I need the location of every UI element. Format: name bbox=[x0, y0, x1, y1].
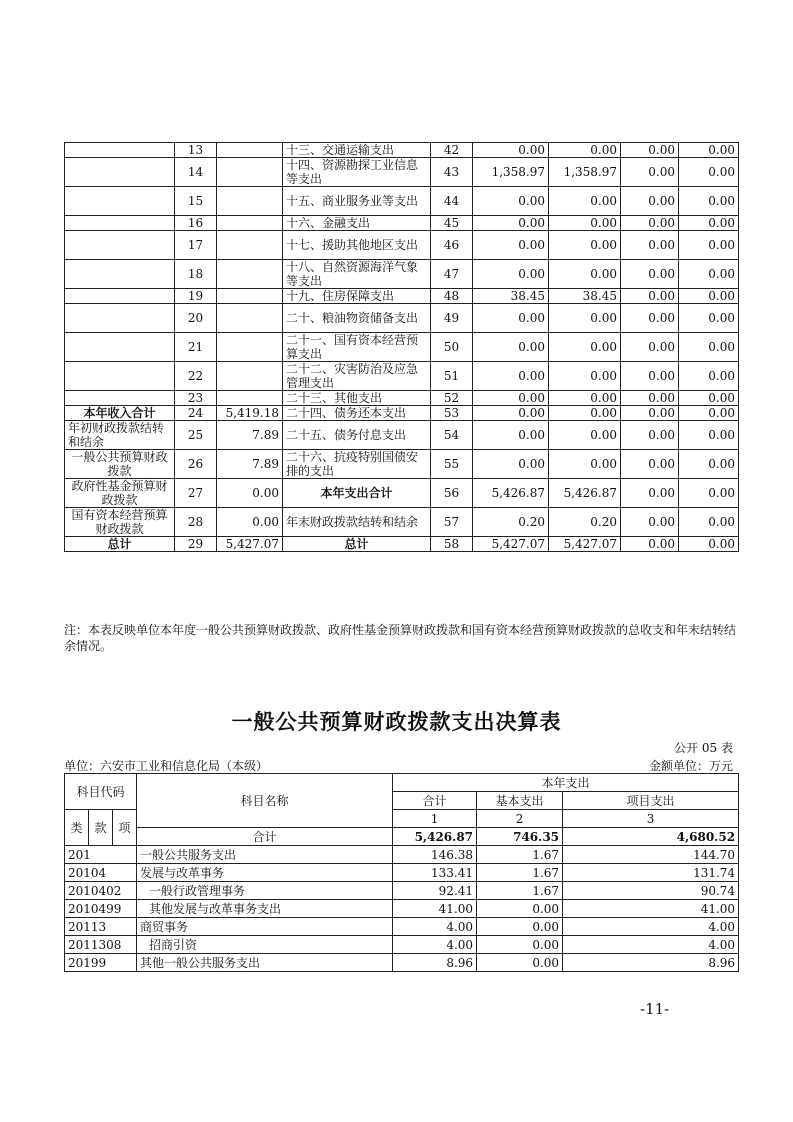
capital-budget: 0.00 bbox=[679, 260, 739, 289]
row-basic: 1.67 bbox=[477, 882, 563, 900]
header-name: 科目名称 bbox=[137, 774, 393, 828]
header-total: 合计 bbox=[393, 792, 477, 810]
revenue-amount: 5,419.18 bbox=[217, 406, 283, 421]
revenue-amount bbox=[217, 216, 283, 231]
expenditure-line-no: 45 bbox=[431, 216, 473, 231]
column-number: 1 bbox=[393, 810, 477, 828]
page-number: -11- bbox=[640, 1000, 670, 1018]
revenue-line-no: 28 bbox=[175, 508, 217, 537]
expenditure-total: 0.20 bbox=[473, 508, 549, 537]
unit-label: 单位：六安市工业和信息化局（本级） bbox=[64, 759, 269, 773]
table-row bbox=[65, 187, 739, 216]
expenditure-total: 0.00 bbox=[473, 421, 549, 450]
revenue-amount bbox=[217, 158, 283, 187]
revenue-item bbox=[65, 158, 175, 187]
row-basic: 0.00 bbox=[477, 918, 563, 936]
amount-unit-label: 金额单位：万元 bbox=[648, 759, 733, 773]
expenditure-line-no: 51 bbox=[431, 362, 473, 391]
expenditure-item: 十九、住房保障支出 bbox=[283, 289, 431, 304]
row-project: 41.00 bbox=[563, 900, 739, 918]
subject-name: 其他发展与改革事务支出 bbox=[137, 900, 393, 918]
revenue-item bbox=[65, 362, 175, 391]
fund-budget: 0.00 bbox=[621, 333, 679, 362]
table-row bbox=[65, 260, 739, 289]
table-row bbox=[65, 421, 739, 450]
table-row bbox=[65, 900, 739, 918]
subject-code: 20113 bbox=[65, 918, 137, 936]
fund-budget: 0.00 bbox=[621, 187, 679, 216]
subject-name: 其他一般公共服务支出 bbox=[137, 954, 393, 972]
capital-budget: 0.00 bbox=[679, 187, 739, 216]
capital-budget: 0.00 bbox=[679, 231, 739, 260]
general-budget: 38.45 bbox=[549, 289, 621, 304]
capital-budget: 0.00 bbox=[679, 289, 739, 304]
sum-basic: 746.35 bbox=[477, 828, 563, 846]
general-budget: 0.00 bbox=[549, 216, 621, 231]
revenue-line-no: 15 bbox=[175, 187, 217, 216]
fund-budget: 0.00 bbox=[621, 260, 679, 289]
revenue-line-no: 13 bbox=[175, 143, 217, 158]
expenditure-line-no: 43 bbox=[431, 158, 473, 187]
capital-budget: 0.00 bbox=[679, 537, 739, 552]
general-budget-expenditure-table bbox=[64, 773, 739, 972]
row-total: 4.00 bbox=[393, 918, 477, 936]
table-row bbox=[65, 846, 739, 864]
general-budget: 0.00 bbox=[549, 421, 621, 450]
expenditure-line-no: 50 bbox=[431, 333, 473, 362]
fund-budget: 0.00 bbox=[621, 158, 679, 187]
subject-name: 一般行政管理事务 bbox=[137, 882, 393, 900]
fund-budget: 0.00 bbox=[621, 143, 679, 158]
revenue-amount: 0.00 bbox=[217, 508, 283, 537]
subject-code: 2010499 bbox=[65, 900, 137, 918]
expenditure-line-no: 57 bbox=[431, 508, 473, 537]
capital-budget: 0.00 bbox=[679, 143, 739, 158]
row-total: 4.00 bbox=[393, 936, 477, 954]
table-row bbox=[65, 936, 739, 954]
revenue-amount bbox=[217, 304, 283, 333]
fund-budget: 0.00 bbox=[621, 450, 679, 479]
sum-label: 合计 bbox=[137, 828, 393, 846]
revenue-item: 年初财政拨款结转和结余 bbox=[65, 421, 175, 450]
table-row bbox=[65, 391, 739, 406]
revenue-amount: 7.89 bbox=[217, 421, 283, 450]
fund-budget: 0.00 bbox=[621, 406, 679, 421]
capital-budget: 0.00 bbox=[679, 479, 739, 508]
revenue-line-no: 18 bbox=[175, 260, 217, 289]
revenue-line-no: 29 bbox=[175, 537, 217, 552]
expenditure-line-no: 58 bbox=[431, 537, 473, 552]
revenue-amount: 5,427.07 bbox=[217, 537, 283, 552]
revenue-item: 政府性基金预算财政拨款 bbox=[65, 479, 175, 508]
expenditure-item: 十三、交通运输支出 bbox=[283, 143, 431, 158]
capital-budget: 0.00 bbox=[679, 216, 739, 231]
expenditure-total: 0.00 bbox=[473, 362, 549, 391]
revenue-line-no: 16 bbox=[175, 216, 217, 231]
general-budget: 1,358.97 bbox=[549, 158, 621, 187]
fiscal-summary-table bbox=[64, 142, 739, 552]
sum-total: 5,426.87 bbox=[393, 828, 477, 846]
capital-budget: 0.00 bbox=[679, 450, 739, 479]
row-basic: 1.67 bbox=[477, 864, 563, 882]
expenditure-item: 总计 bbox=[283, 537, 431, 552]
fund-budget: 0.00 bbox=[621, 289, 679, 304]
expenditure-total: 5,427.07 bbox=[473, 537, 549, 552]
expenditure-item: 二十二、灾害防治及应急管理支出 bbox=[283, 362, 431, 391]
expenditure-item: 二十一、国有资本经营预算支出 bbox=[283, 333, 431, 362]
table-row bbox=[65, 406, 739, 421]
table-row bbox=[65, 333, 739, 362]
sum-row bbox=[65, 828, 739, 846]
subject-name: 商贸事务 bbox=[137, 918, 393, 936]
row-project: 131.74 bbox=[563, 864, 739, 882]
expenditure-line-no: 42 bbox=[431, 143, 473, 158]
general-budget: 0.00 bbox=[549, 333, 621, 362]
subject-code: 201 bbox=[65, 846, 137, 864]
capital-budget: 0.00 bbox=[679, 421, 739, 450]
revenue-item bbox=[65, 304, 175, 333]
fund-budget: 0.00 bbox=[621, 479, 679, 508]
capital-budget: 0.00 bbox=[679, 304, 739, 333]
revenue-line-no: 27 bbox=[175, 479, 217, 508]
expenditure-line-no: 49 bbox=[431, 304, 473, 333]
expenditure-total: 0.00 bbox=[473, 333, 549, 362]
revenue-item: 国有资本经营预算财政拨款 bbox=[65, 508, 175, 537]
revenue-amount: 0.00 bbox=[217, 479, 283, 508]
revenue-amount: 7.89 bbox=[217, 450, 283, 479]
page-title: 一般公共预算财政拨款支出决算表 bbox=[231, 710, 562, 734]
expenditure-line-no: 48 bbox=[431, 289, 473, 304]
revenue-line-no: 17 bbox=[175, 231, 217, 260]
fund-budget: 0.00 bbox=[621, 421, 679, 450]
sum-project: 4,680.52 bbox=[563, 828, 739, 846]
expenditure-total: 5,426.87 bbox=[473, 479, 549, 508]
table-row bbox=[65, 362, 739, 391]
revenue-item bbox=[65, 289, 175, 304]
expenditure-total: 0.00 bbox=[473, 260, 549, 289]
expenditure-total: 38.45 bbox=[473, 289, 549, 304]
capital-budget: 0.00 bbox=[679, 362, 739, 391]
expenditure-item: 十六、金融支出 bbox=[283, 216, 431, 231]
expenditure-item: 二十、粮油物资储备支出 bbox=[283, 304, 431, 333]
expenditure-line-no: 55 bbox=[431, 450, 473, 479]
revenue-item bbox=[65, 333, 175, 362]
table-row bbox=[65, 508, 739, 537]
subject-name: 一般公共服务支出 bbox=[137, 846, 393, 864]
table-row bbox=[65, 918, 739, 936]
revenue-amount bbox=[217, 289, 283, 304]
revenue-item: 总计 bbox=[65, 537, 175, 552]
subject-code: 20199 bbox=[65, 954, 137, 972]
expenditure-line-no: 52 bbox=[431, 391, 473, 406]
capital-budget: 0.00 bbox=[679, 406, 739, 421]
table-row bbox=[65, 143, 739, 158]
revenue-line-no: 14 bbox=[175, 158, 217, 187]
header-row bbox=[65, 774, 739, 792]
general-budget: 5,427.07 bbox=[549, 537, 621, 552]
table-row bbox=[65, 882, 739, 900]
header-project: 项目支出 bbox=[563, 792, 739, 810]
general-budget: 0.00 bbox=[549, 231, 621, 260]
row-project: 144.70 bbox=[563, 846, 739, 864]
expenditure-item: 二十三、其他支出 bbox=[283, 391, 431, 406]
row-total: 41.00 bbox=[393, 900, 477, 918]
revenue-amount bbox=[217, 143, 283, 158]
expenditure-total: 0.00 bbox=[473, 304, 549, 333]
revenue-line-no: 24 bbox=[175, 406, 217, 421]
revenue-line-no: 25 bbox=[175, 421, 217, 450]
revenue-amount bbox=[217, 391, 283, 406]
row-basic: 1.67 bbox=[477, 846, 563, 864]
capital-budget: 0.00 bbox=[679, 391, 739, 406]
general-budget: 0.00 bbox=[549, 450, 621, 479]
revenue-amount bbox=[217, 187, 283, 216]
expenditure-total: 0.00 bbox=[473, 187, 549, 216]
expenditure-item: 本年支出合计 bbox=[283, 479, 431, 508]
header-current-year: 本年支出 bbox=[393, 774, 739, 792]
expenditure-line-no: 46 bbox=[431, 231, 473, 260]
subject-code: 2011308 bbox=[65, 936, 137, 954]
fund-budget: 0.00 bbox=[621, 508, 679, 537]
revenue-item bbox=[65, 391, 175, 406]
header-kuan: 款 bbox=[89, 810, 113, 846]
subject-code: 20104 bbox=[65, 864, 137, 882]
row-project: 4.00 bbox=[563, 918, 739, 936]
expenditure-item: 十四、资源勘探工业信息等支出 bbox=[283, 158, 431, 187]
expenditure-total: 0.00 bbox=[473, 450, 549, 479]
fund-budget: 0.00 bbox=[621, 537, 679, 552]
table-row bbox=[65, 864, 739, 882]
subject-code: 2010402 bbox=[65, 882, 137, 900]
capital-budget: 0.00 bbox=[679, 508, 739, 537]
expenditure-line-no: 53 bbox=[431, 406, 473, 421]
expenditure-total: 0.00 bbox=[473, 391, 549, 406]
table-row bbox=[65, 216, 739, 231]
expenditure-item: 年末财政拨款结转和结余 bbox=[283, 508, 431, 537]
row-total: 133.41 bbox=[393, 864, 477, 882]
row-project: 90.74 bbox=[563, 882, 739, 900]
fund-budget: 0.00 bbox=[621, 216, 679, 231]
revenue-item bbox=[65, 187, 175, 216]
header-code: 科目代码 bbox=[65, 774, 137, 810]
expenditure-item: 二十五、债务付息支出 bbox=[283, 421, 431, 450]
row-basic: 0.00 bbox=[477, 900, 563, 918]
expenditure-total: 0.00 bbox=[473, 406, 549, 421]
table-note: 注：本表反映单位本年度一般公共预算财政拨款、政府性基金预算财政拨款和国有资本经营预算财政拨款的总收支和年末结转结余情况。 bbox=[64, 623, 737, 653]
table-number: 公开 05 表 bbox=[674, 741, 733, 755]
header-lei: 类 bbox=[65, 810, 89, 846]
subject-name: 发展与改革事务 bbox=[137, 864, 393, 882]
subject-name: 招商引资 bbox=[137, 936, 393, 954]
revenue-amount bbox=[217, 260, 283, 289]
expenditure-item: 十五、商业服务业等支出 bbox=[283, 187, 431, 216]
table-row bbox=[65, 479, 739, 508]
revenue-line-no: 22 bbox=[175, 362, 217, 391]
general-budget: 0.00 bbox=[549, 406, 621, 421]
revenue-line-no: 23 bbox=[175, 391, 217, 406]
expenditure-item: 十八、自然资源海洋气象等支出 bbox=[283, 260, 431, 289]
capital-budget: 0.00 bbox=[679, 158, 739, 187]
general-budget: 0.00 bbox=[549, 143, 621, 158]
expenditure-line-no: 44 bbox=[431, 187, 473, 216]
revenue-amount bbox=[217, 333, 283, 362]
header-xiang: 项 bbox=[113, 810, 137, 846]
column-number: 3 bbox=[563, 810, 739, 828]
general-budget: 5,426.87 bbox=[549, 479, 621, 508]
column-number: 2 bbox=[477, 810, 563, 828]
fund-budget: 0.00 bbox=[621, 304, 679, 333]
fund-budget: 0.00 bbox=[621, 231, 679, 260]
revenue-item bbox=[65, 260, 175, 289]
expenditure-total: 0.00 bbox=[473, 216, 549, 231]
row-project: 4.00 bbox=[563, 936, 739, 954]
revenue-item: 一般公共预算财政拨款 bbox=[65, 450, 175, 479]
revenue-amount bbox=[217, 231, 283, 260]
expenditure-total: 0.00 bbox=[473, 231, 549, 260]
row-basic: 0.00 bbox=[477, 954, 563, 972]
table-row bbox=[65, 158, 739, 187]
expenditure-line-no: 56 bbox=[431, 479, 473, 508]
header-basic: 基本支出 bbox=[477, 792, 563, 810]
general-budget: 0.00 bbox=[549, 187, 621, 216]
table-row bbox=[65, 231, 739, 260]
table-row bbox=[65, 450, 739, 479]
fund-budget: 0.00 bbox=[621, 391, 679, 406]
revenue-amount bbox=[217, 362, 283, 391]
row-basic: 0.00 bbox=[477, 936, 563, 954]
fund-budget: 0.00 bbox=[621, 362, 679, 391]
capital-budget: 0.00 bbox=[679, 333, 739, 362]
revenue-line-no: 21 bbox=[175, 333, 217, 362]
expenditure-item: 二十四、债务还本支出 bbox=[283, 406, 431, 421]
revenue-item: 本年收入合计 bbox=[65, 406, 175, 421]
row-project: 8.96 bbox=[563, 954, 739, 972]
row-total: 8.96 bbox=[393, 954, 477, 972]
expenditure-line-no: 47 bbox=[431, 260, 473, 289]
row-total: 92.41 bbox=[393, 882, 477, 900]
revenue-line-no: 26 bbox=[175, 450, 217, 479]
row-total: 146.38 bbox=[393, 846, 477, 864]
expenditure-total: 1,358.97 bbox=[473, 158, 549, 187]
general-budget: 0.00 bbox=[549, 362, 621, 391]
revenue-item bbox=[65, 231, 175, 260]
revenue-line-no: 20 bbox=[175, 304, 217, 333]
revenue-item bbox=[65, 143, 175, 158]
expenditure-item: 十七、援助其他地区支出 bbox=[283, 231, 431, 260]
table-row bbox=[65, 537, 739, 552]
table-row bbox=[65, 289, 739, 304]
general-budget: 0.00 bbox=[549, 260, 621, 289]
general-budget: 0.00 bbox=[549, 304, 621, 333]
table-row bbox=[65, 954, 739, 972]
revenue-line-no: 19 bbox=[175, 289, 217, 304]
revenue-item bbox=[65, 216, 175, 231]
expenditure-total: 0.00 bbox=[473, 143, 549, 158]
table-row bbox=[65, 304, 739, 333]
expenditure-item: 二十六、抗疫特别国债安排的支出 bbox=[283, 450, 431, 479]
general-budget: 0.00 bbox=[549, 391, 621, 406]
expenditure-line-no: 54 bbox=[431, 421, 473, 450]
general-budget: 0.20 bbox=[549, 508, 621, 537]
